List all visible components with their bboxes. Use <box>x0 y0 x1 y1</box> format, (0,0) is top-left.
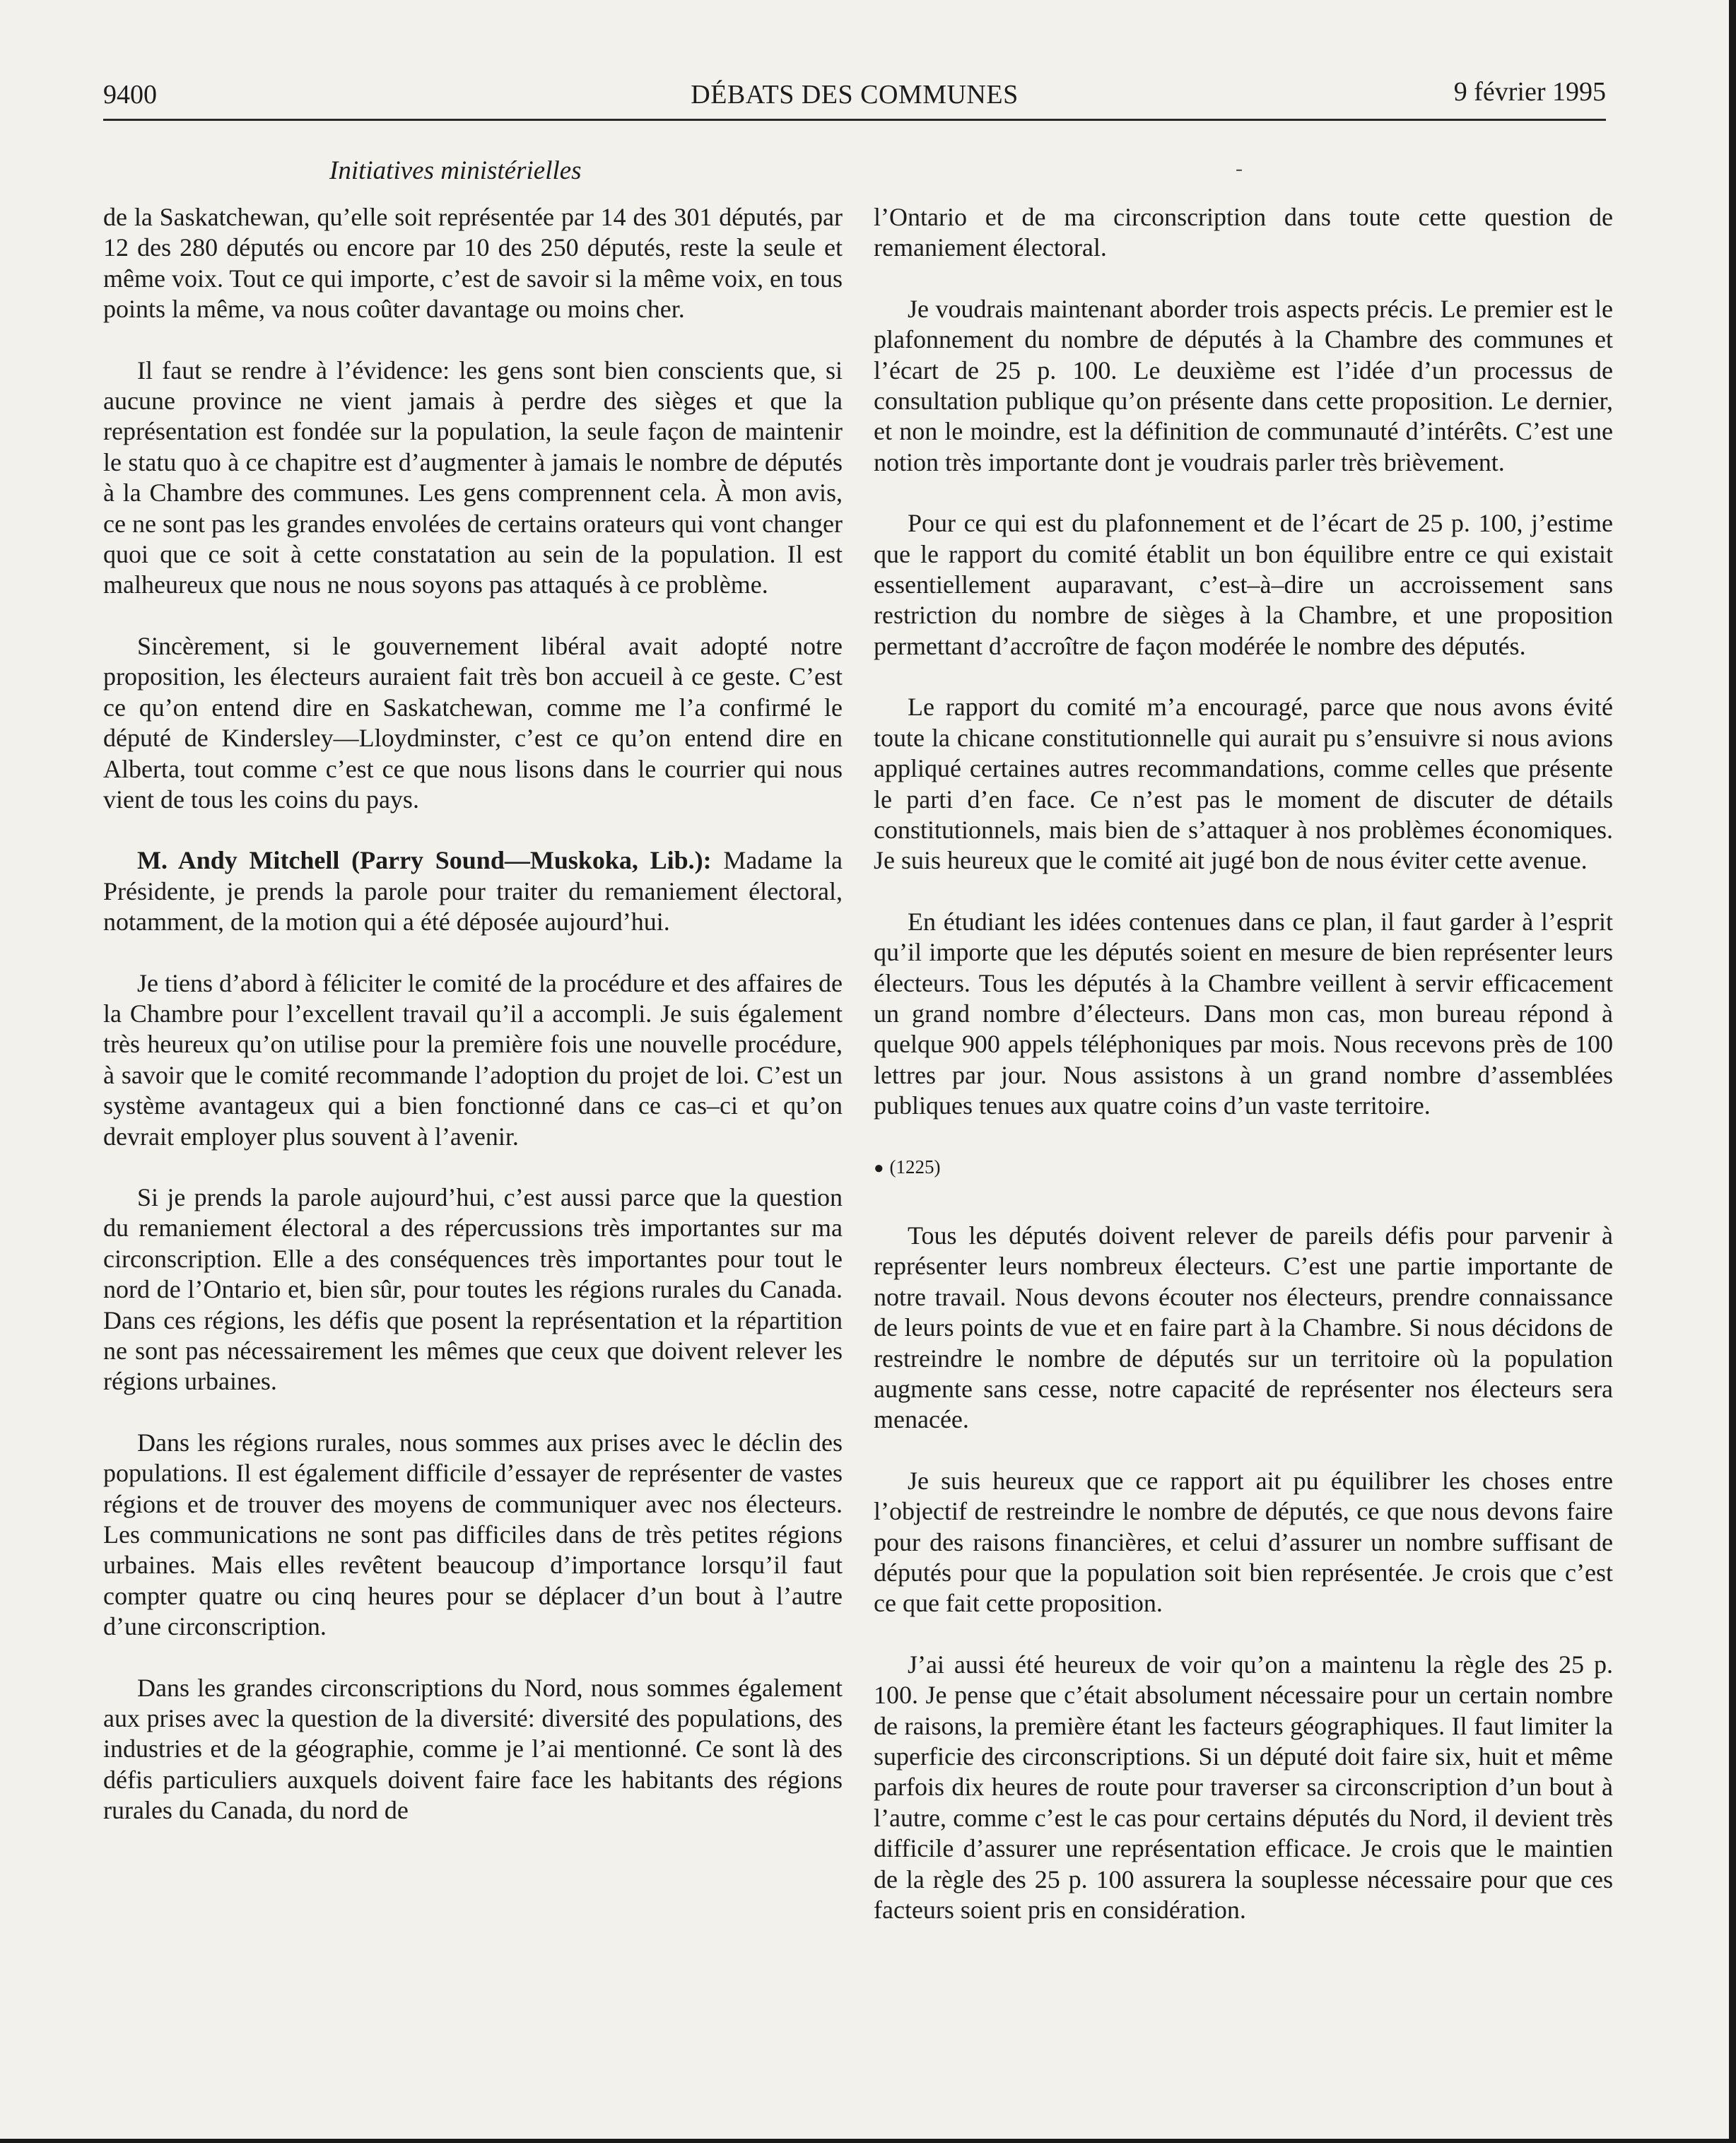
scan-edge-right <box>1729 0 1736 2143</box>
paragraph: Tous les députés doivent relever de pareils défis pour parvenir à représenter leurs nombreux électeurs. C’est une partie importante de notre travail. Nous devons écouter nos électeurs, prendre connaissance de leurs points de vue et en faire part à la Chambre. Si nous décidons de restreindre le nombre de députés sur un territoire où la population augmente sans cesse, notre capacité de représenter nos électeurs sera menacée. <box>874 1221 1613 1434</box>
paragraph: l’Ontario et de ma circonscription dans toute cette question de remaniement électoral. <box>874 203 1613 262</box>
scan-edge-bottom <box>0 2139 1736 2143</box>
left-column <box>103 202 843 1857</box>
paragraph: Je voudrais maintenant aborder trois aspects précis. Le premier est le plafonnement du nombre de députés à la Chambre des communes et l’écart de 25 p. 100. Le deuxième est l’idée d’un processus de consultation publique qu’on présente dans cette proposition. Le dernier, et non le moindre, est la définition de communauté d’intérêts. C’est une notion très importante dont je voudrais parler très brièvement. <box>874 294 1613 476</box>
page-number: 9400 <box>103 80 157 110</box>
right-column <box>874 202 1613 1956</box>
speaker-text: Madame la Présidente, je prends la parole pour traiter du remaniement électoral, notamment, de la motion qui a été déposée aujourd’hui. <box>103 846 843 937</box>
paragraph: Le rapport du comité m’a encouragé, parce que nous avons évité toute la chicane constitutionnelle qui aurait pu s’ensuivre si nous avions appliqué certaines autres recommandations, comme celles que présente le parti d’en face. Ce n’est pas le moment de discuter de détails constitutionnels, mais bien de s’attaquer à nos problèmes économiques. Je suis heureux que le comité ait jugé bon de nous éviter cette avenue. <box>874 693 1613 875</box>
paragraph: Je suis heureux que ce rapport ait pu équilibrer les choses entre l’objectif de restreindre le nombre de députés, ce que nous devons faire pour des raisons financières, et celui d’assurer un nombre suffisant de députés pour que la population soit bien représentée. Je crois que c’est ce que fait cette proposition. <box>874 1466 1613 1618</box>
publication-date: 9 février 1995 <box>1453 77 1606 107</box>
paragraph: de la Saskatchewan, qu’elle soit représentée par 14 des 301 députés, par 12 des 280 députés ou encore par 10 des 250 députés, reste la seule et même voix. Tout ce qui importe, c’est de savoir si la même voix, en tous points la même, va nous coûter davantage ou moins cher. <box>103 203 843 324</box>
dash-mark: - <box>1236 157 1243 180</box>
paragraph: En étudiant les idées contenues dans ce plan, il faut garder à l’esprit qu’il importe que les députés soient en mesure de bien représenter leurs électeurs. Tous les députés à la Chambre veillent à servir efficacement un grand nombre d’électeurs. Dans mon cas, mon bureau répond à quelque 900 appels téléphoniques par mois. Nous recevons près de 100 lettres par jour. Nous assistons à un grand nombre d’assemblées publiques tenues aux quatre coins d’un vaste territoire. <box>874 907 1613 1120</box>
time-marker <box>874 1152 1613 1184</box>
speaker-paragraph <box>103 845 843 937</box>
paragraph: Dans les grandes circonscriptions du Nord, nous sommes également aux prises avec la question de la diversité: diversité des populations, des industries et de la géographie, comme je l’ai mentionné. Ce sont là des défis particuliers auxquels doivent faire face les habitants des régions rurales du Canada, du nord de <box>103 1673 843 1825</box>
page-header <box>103 74 1606 121</box>
paragraph: Il faut se rendre à l’évidence: les gens sont bien conscients que, si aucune province ne vient jamais à perdre des sièges et que la représentation est fondée sur la population, la seule façon de maintenir le statu quo à ce chapitre est d’augmenter à jamais le nombre de députés à la Chambre des communes. Les gens comprennent cela. À mon avis, ce ne sont pas les grandes envolées de certains orateurs qui vont changer quoi que ce soit à cette constatation au sein de la population. Il est malheureux que nous ne nous soyons pas attaqués à ce problème. <box>103 356 843 599</box>
section-label: Initiatives ministérielles <box>329 156 582 185</box>
paragraph: Pour ce qui est du plafonnement et de l’écart de 25 p. 100, j’estime que le rapport du comité établit un bon équilibre entre ce qui existait essentiellement auparavant, c’est–à–dire un accroissement sans restriction du nombre de sièges à la Chambre, et une proposition permettant d’accroître de façon modérée le nombre des députés. <box>874 509 1613 660</box>
time-marker-text: (1225) <box>889 1156 941 1178</box>
paragraph: Dans les régions rurales, nous sommes aux prises avec le déclin des populations. Il est également difficile d’essayer de représenter de vastes régions et de trouver des moyens de communiquer avec nos électeurs. Les communications ne sont pas difficiles dans de très petites régions urbaines. Mais elles revêtent beaucoup d’importance lorsqu’il faut compter quatre ou cinq heures pour se déplacer d’un bout à l’autre d’une circonscription. <box>103 1428 843 1641</box>
publication-title: DÉBATS DES COMMUNES <box>691 80 1019 110</box>
paragraph: Je tiens d’abord à féliciter le comité de la procédure et des affaires de la Chambre pour l’excellent travail qu’il a accompli. Je suis également très heureux qu’on utilise pour la première fois une nouvelle procédure, à savoir que le comité recommande l’adoption du projet de loi. C’est un système avantageux qui a bien fonctionné dans ce cas–ci et qu’on devrait employer plus souvent à l’avenir. <box>103 968 843 1151</box>
paragraph: Si je prends la parole aujourd’hui, c’est aussi parce que la question du remaniement électoral a des répercussions très importantes sur ma circonscription. Elle a des conséquences très importantes pour tout le nord de l’Ontario et, bien sûr, pour toutes les régions rurales du Canada. Dans ces régions, les défis que posent la représentation et la répartition ne sont pas nécessairement les mêmes que ceux que doivent relever les régions urbaines. <box>103 1182 843 1396</box>
bullet-icon: ● <box>874 1158 884 1178</box>
paragraph: Sincèrement, si le gouvernement libéral avait adopté notre proposition, les électeurs auraient fait très bon accueil à ce geste. C’est ce qu’on entend dire en Saskatchewan, comme me l’a confirmé le député de Kindersley—Lloydminster, c’est ce qu’on entend dire en Alberta, tout comme c’est ce que nous lisons dans le courrier qui nous vient de tous les coins du pays. <box>103 631 843 814</box>
speaker-name: M. Andy Mitchell (Parry Sound—Muskoka, Lib.): <box>137 846 712 875</box>
paragraph: J’ai aussi été heureux de voir qu’on a maintenu la règle des 25 p. 100. Je pense que c’était absolument nécessaire pour un certain nombre de raisons, la première étant les facteurs géographiques. Il faut limiter la superficie des circonscriptions. Si un député doit faire six, huit et même parfois dix heures de route pour traverser sa circonscription d’un bout à l’autre, comme c’est le cas pour certains députés du Nord, il devient très difficile d’assurer une représentation efficace. Je crois que le maintien de la règle des 25 p. 100 assurera la souplesse nécessaire pour que ces facteurs soient pris en considération. <box>874 1650 1613 1925</box>
